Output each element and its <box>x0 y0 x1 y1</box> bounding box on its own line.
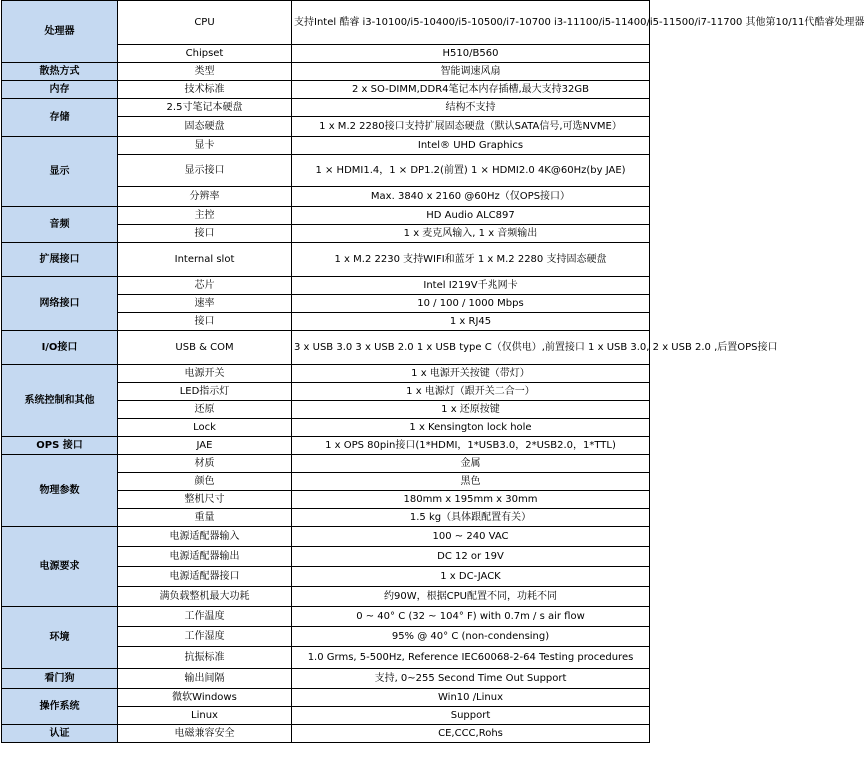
item-cell: 工作湿度 <box>118 627 292 647</box>
item-cell: 材质 <box>118 455 292 473</box>
table-row <box>2 331 650 365</box>
value-cell: 1 x M.2 2230 支持WIFI和蓝牙 1 x M.2 2280 支持固态硬盘 <box>292 243 650 277</box>
value-cell: 95% @ 40° C (non-condensing) <box>292 627 650 647</box>
category-cell: 电源要求 <box>2 527 118 607</box>
item-cell: 类型 <box>118 63 292 81</box>
item-cell: 电源开关 <box>118 365 292 383</box>
item-cell: Linux <box>118 707 292 725</box>
category-cell: 音频 <box>2 207 118 243</box>
category-cell: 物理参数 <box>2 455 118 527</box>
item-cell: 分辨率 <box>118 187 292 207</box>
item-cell: 电源适配器接口 <box>118 567 292 587</box>
value-cell: 0 ~ 40° C (32 ~ 104° F) with 0.7m / s air flow <box>292 607 650 627</box>
category-cell: 存储 <box>2 99 118 137</box>
value-cell: H510/B560 <box>292 45 650 63</box>
value-cell: 180mm x 195mm x 30mm <box>292 491 650 509</box>
item-cell: 显示接口 <box>118 155 292 187</box>
spec-table <box>1 0 864 743</box>
table-row <box>2 137 650 155</box>
value-cell: Intel I219V千兆网卡 <box>292 277 650 295</box>
table-row <box>2 1 650 45</box>
value-cell: 1 x OPS 80pin接口(1*HDMI，1*USB3.0，2*USB2.0，1*TTL) <box>292 437 650 455</box>
value-cell: 1 x M.2 2280接口支持扩展固态硬盘（默认SATA信号,可选NVME） <box>292 117 650 137</box>
value-cell: Max. 3840 x 2160 @60Hz（仅OPS接口） <box>292 187 650 207</box>
item-cell: 工作温度 <box>118 607 292 627</box>
table-row <box>2 455 650 473</box>
value-cell: 智能调速风扇 <box>292 63 650 81</box>
table-row <box>2 689 650 707</box>
category-cell: 散热方式 <box>2 63 118 81</box>
item-cell: 还原 <box>118 401 292 419</box>
category-cell: 系统控制和其他 <box>2 365 118 437</box>
item-cell: Internal slot <box>118 243 292 277</box>
value-cell: 1.5 kg（具体跟配置有关） <box>292 509 650 527</box>
value-cell: Intel® UHD Graphics <box>292 137 650 155</box>
item-cell: 满负载整机最大功耗 <box>118 587 292 607</box>
table-row <box>2 669 650 689</box>
table-row <box>2 243 650 277</box>
item-cell: Chipset <box>118 45 292 63</box>
item-cell: 主控 <box>118 207 292 225</box>
value-cell: Support <box>292 707 650 725</box>
item-cell: 技术标准 <box>118 81 292 99</box>
value-cell: 1 x 麦克风输入, 1 x 音频输出 <box>292 225 650 243</box>
item-cell: CPU <box>118 1 292 45</box>
table-row <box>2 607 650 627</box>
value-cell: 10 / 100 / 1000 Mbps <box>292 295 650 313</box>
item-cell: 输出间隔 <box>118 669 292 689</box>
value-cell: 1 x Kensington lock hole <box>292 419 650 437</box>
value-cell: CE,CCC,Rohs <box>292 725 650 743</box>
value-cell: 100 ~ 240 VAC <box>292 527 650 547</box>
value-cell: 约90W，根据CPU配置不同，功耗不同 <box>292 587 650 607</box>
item-cell: 2.5寸笔记本硬盘 <box>118 99 292 117</box>
table-row <box>2 365 650 383</box>
value-cell: 1 x RJ45 <box>292 313 650 331</box>
category-cell: 看门狗 <box>2 669 118 689</box>
value-cell: 1 x 电源开关按键（带灯） <box>292 365 650 383</box>
category-cell: 显示 <box>2 137 118 207</box>
item-cell: 显卡 <box>118 137 292 155</box>
value-cell: 2 x SO-DIMM,DDR4笔记本内存插槽,最大支持32GB <box>292 81 650 99</box>
item-cell: 速率 <box>118 295 292 313</box>
category-cell: 环境 <box>2 607 118 669</box>
item-cell: 电源适配器输出 <box>118 547 292 567</box>
table-row <box>2 277 650 295</box>
value-cell: 1 x DC-JACK <box>292 567 650 587</box>
value-cell: 金属 <box>292 455 650 473</box>
item-cell: 电磁兼容安全 <box>118 725 292 743</box>
category-cell: 处理器 <box>2 1 118 63</box>
table-row <box>2 527 650 547</box>
table-row <box>2 63 650 81</box>
value-cell: 结构不支持 <box>292 99 650 117</box>
value-cell: HD Audio ALC897 <box>292 207 650 225</box>
item-cell: 整机尺寸 <box>118 491 292 509</box>
value-cell: 3 x USB 3.0 3 x USB 2.0 1 x USB type C（仅供电）,前置接口 1 x USB 3.0, 2 x USB 2.0 ,后置OPS接口 <box>292 331 650 365</box>
table-row <box>2 99 650 117</box>
item-cell: 微软Windows <box>118 689 292 707</box>
category-cell: OPS 接口 <box>2 437 118 455</box>
value-cell: 1 × HDMI1.4，1 × DP1.2(前置) 1 × HDMI2.0 4K@60Hz(by JAE) <box>292 155 650 187</box>
item-cell: USB & COM <box>118 331 292 365</box>
value-cell: 支持Intel 酷睿 i3-10100/i5-10400/i5-10500/i7-10700 i3-11100/i5-11400/i5-11500/i7-11700 其他第10/11代酷睿处理器 <box>292 1 650 45</box>
table-row <box>2 81 650 99</box>
item-cell: Lock <box>118 419 292 437</box>
value-cell: DC 12 or 19V <box>292 547 650 567</box>
value-cell: 1.0 Grms, 5-500Hz, Reference IEC60068-2-64 Testing procedures <box>292 647 650 669</box>
category-cell: I/O接口 <box>2 331 118 365</box>
table-row <box>2 207 650 225</box>
item-cell: 重量 <box>118 509 292 527</box>
item-cell: 颜色 <box>118 473 292 491</box>
category-cell: 认证 <box>2 725 118 743</box>
item-cell: LED指示灯 <box>118 383 292 401</box>
item-cell: JAE <box>118 437 292 455</box>
value-cell: 黑色 <box>292 473 650 491</box>
item-cell: 接口 <box>118 313 292 331</box>
category-cell: 网络接口 <box>2 277 118 331</box>
value-cell: 1 x 还原按键 <box>292 401 650 419</box>
category-cell: 内存 <box>2 81 118 99</box>
item-cell: 抗振标准 <box>118 647 292 669</box>
category-cell: 扩展接口 <box>2 243 118 277</box>
value-cell: 1 x 电源灯（跟开关二合一） <box>292 383 650 401</box>
table-row <box>2 437 650 455</box>
table-row <box>2 725 650 743</box>
item-cell: 电源适配器输入 <box>118 527 292 547</box>
item-cell: 接口 <box>118 225 292 243</box>
value-cell: Win10 /Linux <box>292 689 650 707</box>
item-cell: 芯片 <box>118 277 292 295</box>
value-cell: 支持, 0~255 Second Time Out Support <box>292 669 650 689</box>
item-cell: 固态硬盘 <box>118 117 292 137</box>
spec-table-body <box>2 1 864 743</box>
category-cell: 操作系统 <box>2 689 118 725</box>
